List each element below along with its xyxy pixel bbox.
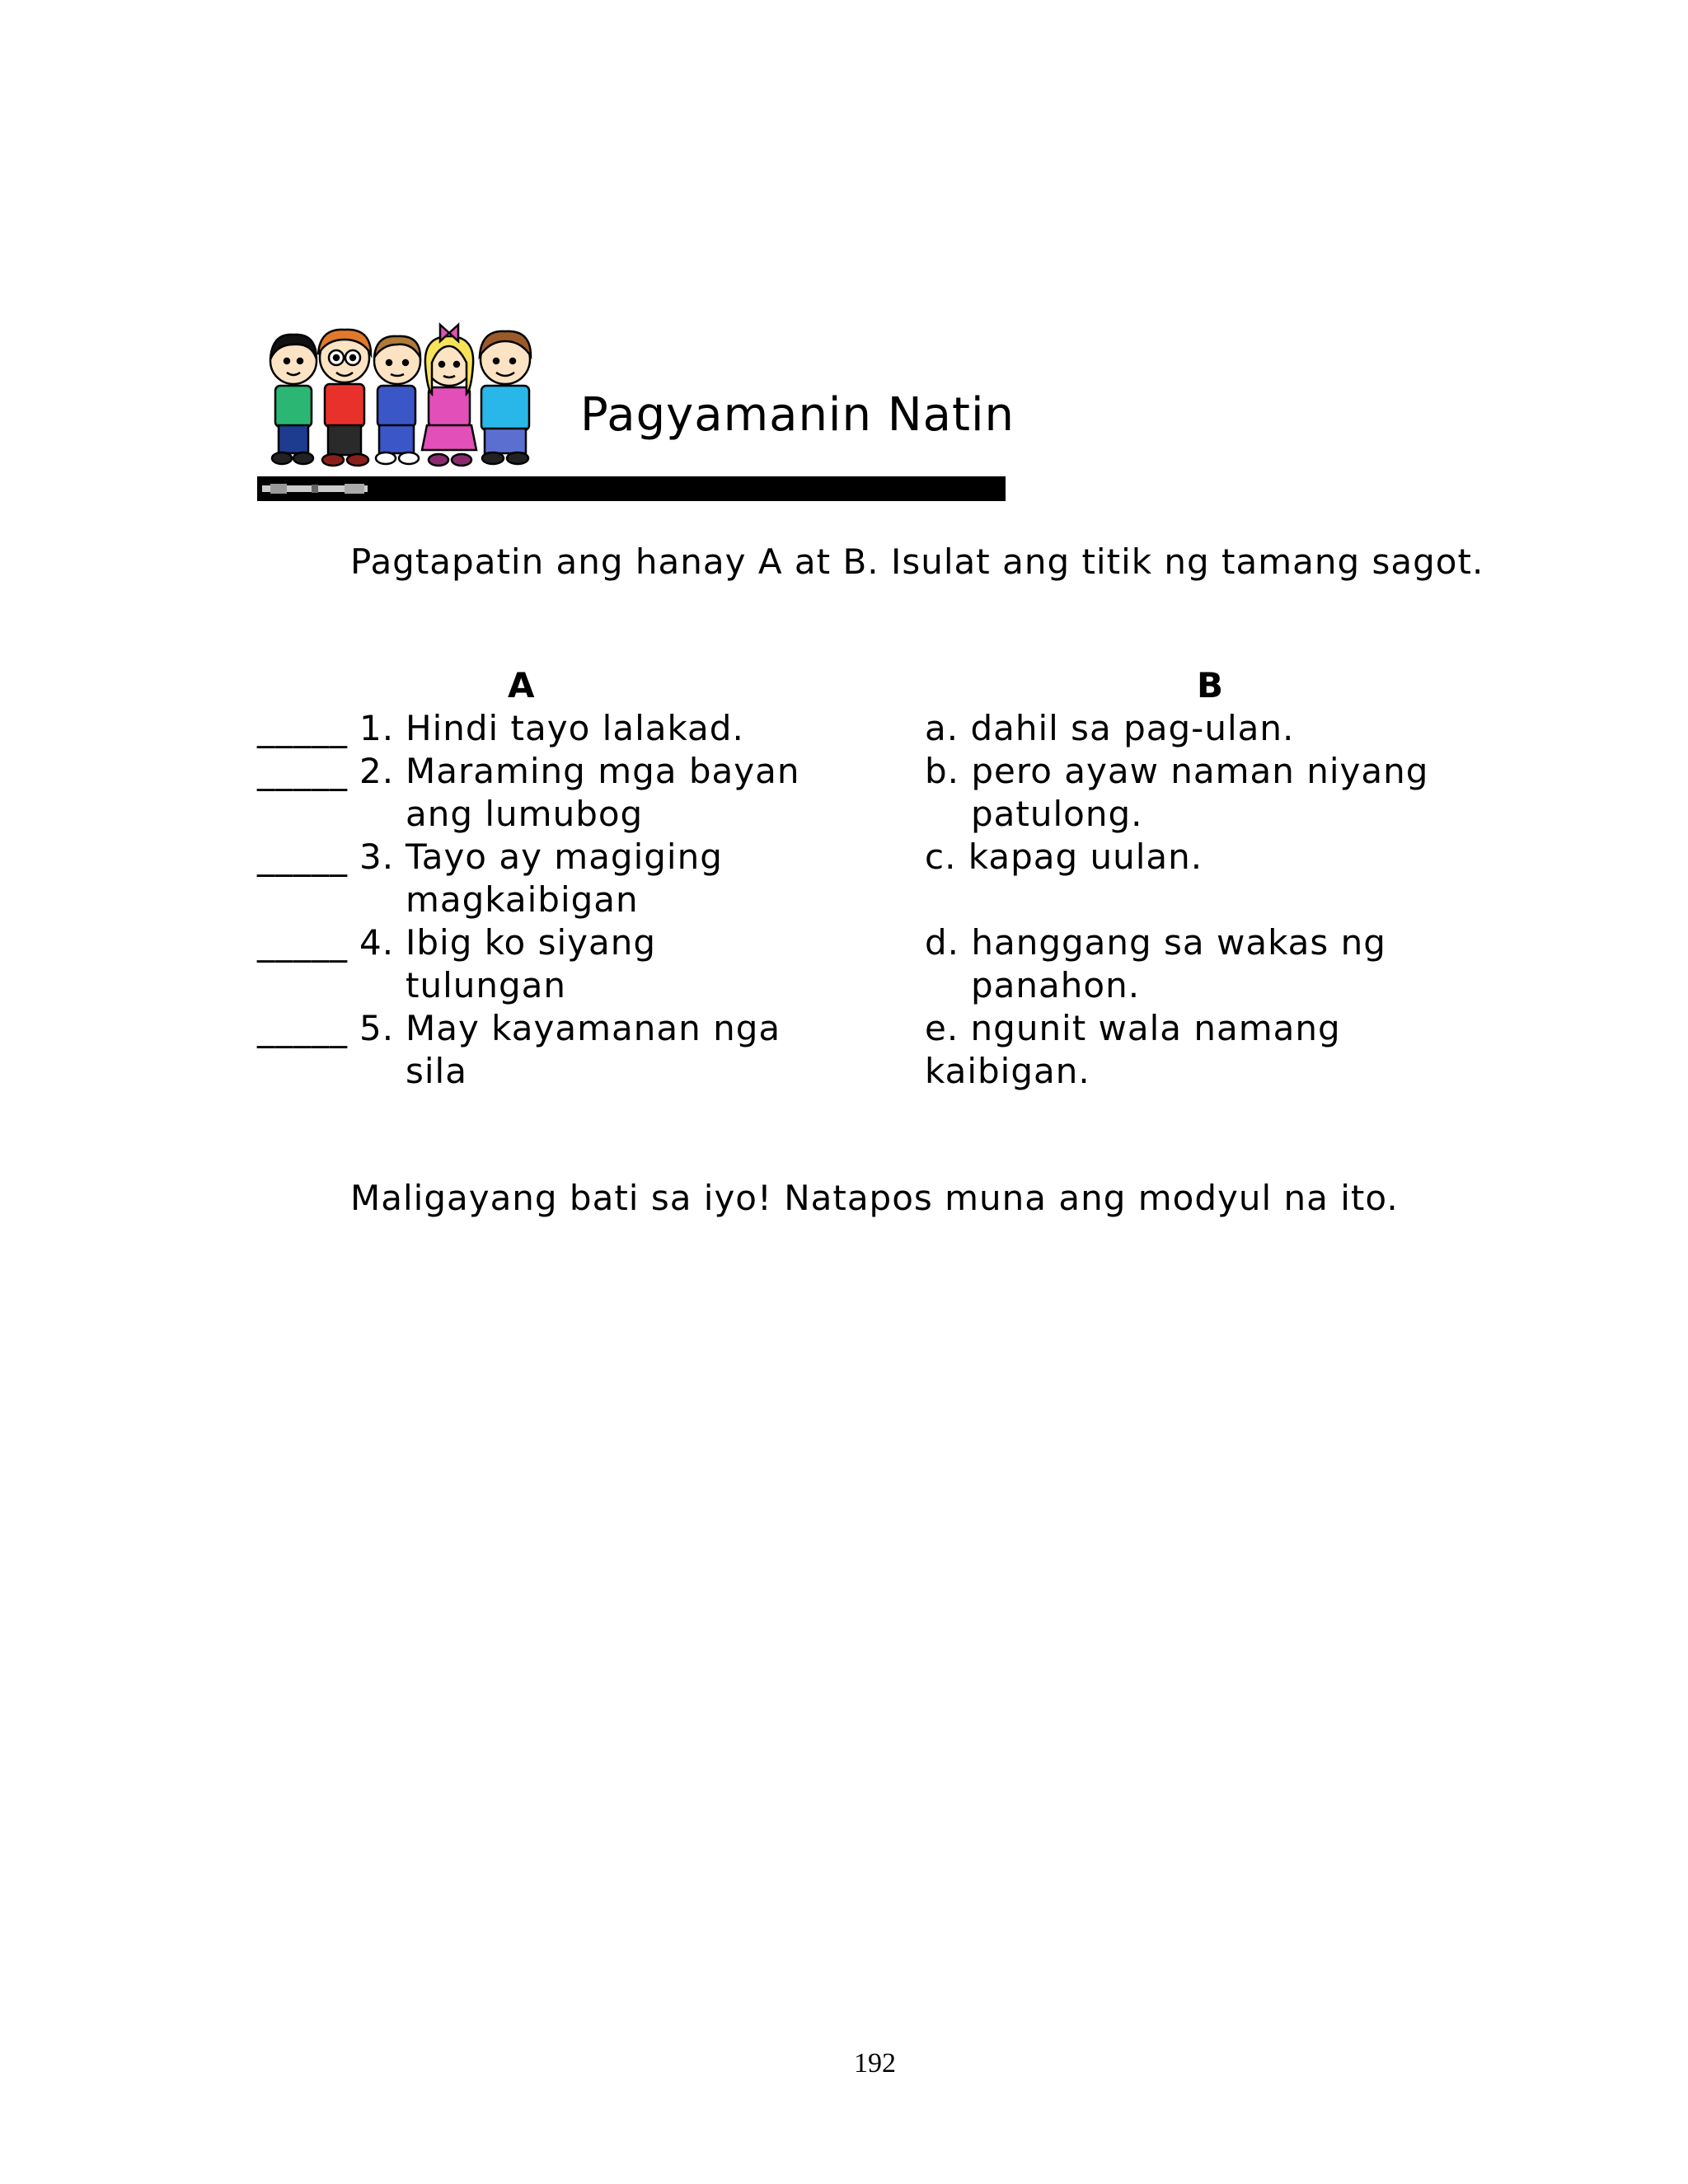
item-text-continued: sila — [406, 1051, 467, 1091]
item-number: 5. — [359, 1008, 395, 1048]
item-number: 1. — [359, 708, 395, 748]
column-b-option-a — [925, 707, 1294, 750]
item-text: Tayo ay magiging — [406, 837, 723, 877]
option-text: b. pero ayaw naman niyang — [925, 751, 1429, 791]
option-text-continued: panahon. — [971, 965, 1141, 1005]
answer-blank[interactable]: _____ — [257, 708, 348, 748]
answer-blank[interactable]: _____ — [257, 837, 348, 877]
item-text: Hindi tayo lalakad. — [406, 708, 744, 748]
option-text-continued: kaibigan. — [925, 1051, 1090, 1091]
column-b-option-e — [925, 1007, 1341, 1093]
children-group-icon — [265, 318, 546, 471]
column-b-heading: B — [1197, 665, 1224, 705]
section-title: Pagyamanin Natin — [580, 388, 1015, 442]
item-text: Maraming mga bayan — [406, 751, 800, 791]
section-header — [257, 318, 1015, 504]
item-text: Ibig ko siyang — [406, 922, 657, 963]
instruction-text: Pagtapatin ang hanay A at B. Isulat ang titik ng tamang sagot. — [350, 541, 1484, 582]
closing-message: Maligayang bati sa iyo! Natapos muna ang modyul na ito. — [350, 1178, 1399, 1218]
option-text: d. hanggang sa wakas ng — [925, 922, 1386, 963]
column-b-option-d — [925, 921, 1386, 1007]
option-text-continued: patulong. — [971, 794, 1143, 834]
item-text-continued: ang lumubog — [406, 794, 644, 834]
item-number: 2. — [359, 751, 395, 791]
item-text: May kayamanan nga — [406, 1008, 781, 1048]
page-number: 192 — [854, 2048, 896, 2079]
answer-blank[interactable]: _____ — [257, 1008, 348, 1048]
option-text: a. dahil sa pag-ulan. — [925, 708, 1295, 748]
title-underline-bar — [257, 476, 1006, 501]
column-b-option-c — [925, 836, 1203, 879]
answer-blank[interactable]: _____ — [257, 922, 348, 963]
option-text: e. ngunit wala namang — [925, 1008, 1341, 1048]
item-text-continued: magkaibigan — [406, 879, 639, 920]
item-text-continued: tulungan — [406, 965, 567, 1005]
column-a-heading: A — [508, 665, 535, 705]
item-number: 4. — [359, 922, 395, 963]
pen-ornament-icon — [262, 483, 368, 494]
option-text: c. kapag uulan. — [925, 837, 1203, 877]
answer-blank[interactable]: _____ — [257, 751, 348, 791]
item-number: 3. — [359, 837, 395, 877]
column-b-option-b — [925, 750, 1428, 836]
